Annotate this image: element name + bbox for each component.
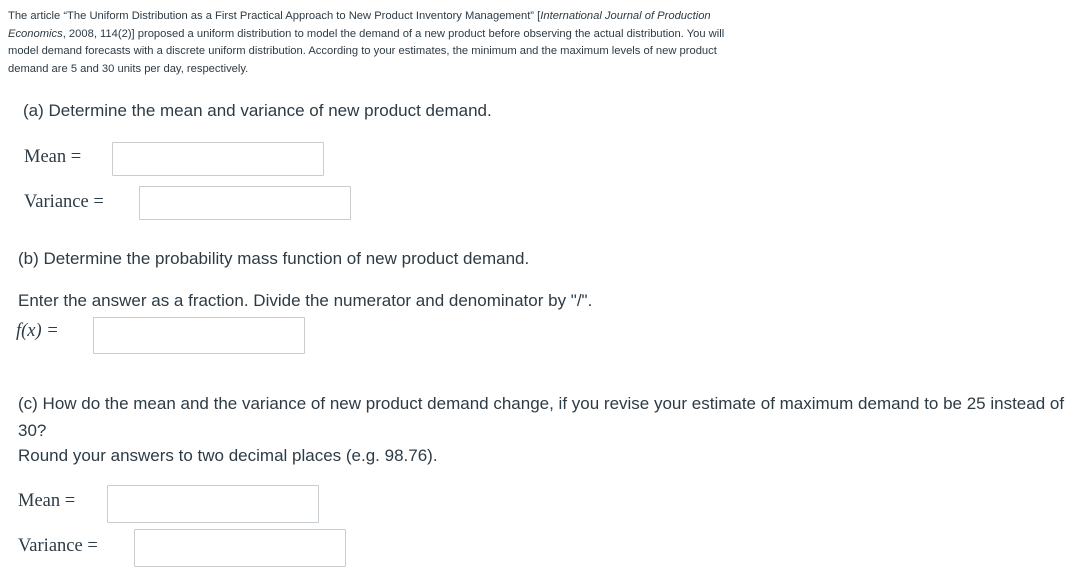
part-c-instruction: Round your answers to two decimal places (e.g. 98.76). xyxy=(18,446,438,465)
part-b-fx-field[interactable] xyxy=(93,317,305,354)
part-c-variance-field[interactable] xyxy=(134,529,346,567)
part-a-variance-label: Variance = xyxy=(24,192,104,212)
problem-intro xyxy=(8,8,748,78)
part-c-question: (c) How do the mean and the variance of new product demand change, if you revise your estimate of maximum demand to be 25 instead of 30? xyxy=(18,394,1065,440)
part-c-mean-input[interactable] xyxy=(108,486,318,522)
part-c-variance-input[interactable] xyxy=(135,530,345,566)
part-b-fx-label: f(x) = xyxy=(16,321,59,341)
part-b-fx-input[interactable] xyxy=(94,318,304,353)
part-a-variance-field[interactable] xyxy=(139,186,351,220)
intro-text-1: The article “The Uniform Distribution as a First Practical Approach to New Product Inventory Management” [ xyxy=(8,10,541,22)
part-b-question: (b) Determine the probability mass function of new product demand. xyxy=(18,249,530,268)
part-a-question: (a) Determine the mean and variance of new product demand. xyxy=(23,101,492,120)
part-c-variance-label: Variance = xyxy=(18,536,98,556)
intro-text-2: , 2008, 114(2)] proposed a uniform distribution to model the demand of a new product before observing the actual distribution. You will model demand forecasts with a discrete uniform distribution. According to your estimates, the minimum and the maximum levels of new product demand are 5 and 30 units per day, respectively. xyxy=(8,27,725,75)
journal-name: International Journal of Production Economics xyxy=(8,10,711,40)
part-c-mean-label: Mean = xyxy=(18,491,76,511)
part-a-mean-input[interactable] xyxy=(113,143,323,175)
part-a-variance-input[interactable] xyxy=(140,187,350,219)
part-c-mean-field[interactable] xyxy=(107,485,319,523)
part-a-mean-field[interactable] xyxy=(112,142,324,176)
part-b-instruction: Enter the answer as a fraction. Divide the numerator and denominator by "/". xyxy=(18,291,593,310)
part-a-mean-label: Mean = xyxy=(24,147,82,167)
